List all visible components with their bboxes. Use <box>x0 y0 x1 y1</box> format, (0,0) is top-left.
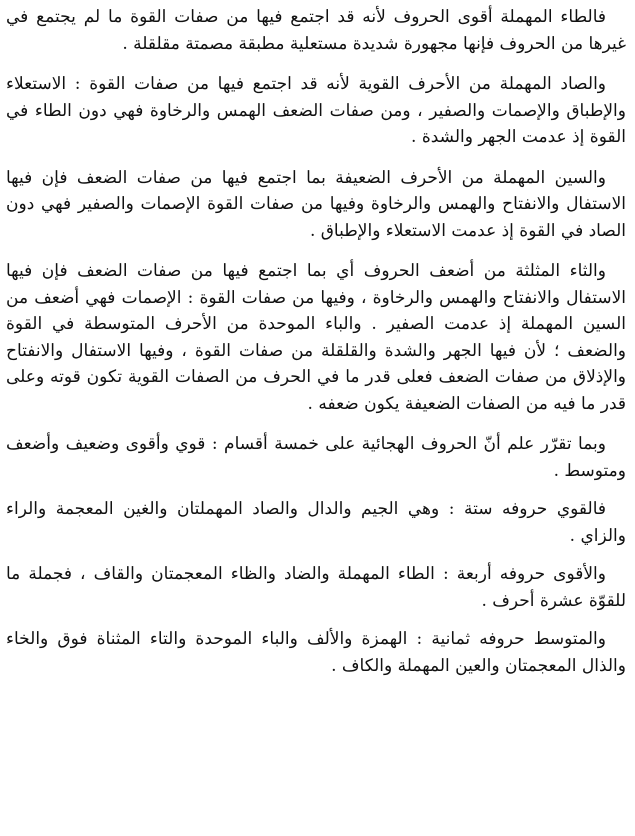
document-page <box>6 4 626 832</box>
paragraph-thaa: والثاء المثلثة من أضعف الحروف أي بما اجتمع فيها من صفات الضعف فإن فيها الاستفال والانفتاح والهمس والرخاوة ، وفيها من صفات القوة : الإصمات فهي أضعف من السين المهملة إذ عدمت الصفير . والباء الموحدة من الأحرف المتوسطة في القوة والضعف ؛ لأن فيها الجهر والشدة والقلقلة من صفات القوة ، وفيها الاستفال والانفتاح والإذلاق من صفات الضعف فعلى قدر ما في الحرف من الصفات القوية تكون قوته وعلى قدر ما فيه من الصفات الضعيفة يكون ضعفه . <box>6 261 626 414</box>
paragraph-taa: فالطاء المهملة أقوى الحروف لأنه قد اجتمع فيها من صفات القوة ما لم يجتمع في غيرها من الحروف فإنها مجهورة شديدة مستعلية مطبقة مصمتة مقلقلة . <box>6 7 626 54</box>
paragraph-medium-letters: والمتوسط حروفه ثمانية : الهمزة والألف والباء الموحدة والتاء المثناة فوق والخاء والذال المعجمتان والعين المهملة والكاف . <box>6 629 626 676</box>
paragraph-strong-letters: فالقوي حروفه ستة : وهي الجيم والدال والصاد المهملتان والغين المعجمة والراء والزاي . <box>6 499 626 546</box>
paragraph-strongest-letters: والأقوى حروفه أربعة : الطاء المهملة والضاد والظاء المعجمتان والقاف ، فجملة ما للقوّة عشرة أحرف . <box>6 564 626 611</box>
paragraph-five-categories: وبما تقرّر علم أنّ الحروف الهجائية على خمسة أقسام : قوي وأقوى وضعيف وأضعف ومتوسط . <box>6 434 626 481</box>
paragraph-saad: والصاد المهملة من الأحرف القوية لأنه قد اجتمع فيها من صفات القوة : الاستعلاء والإطباق والإصمات والصفير ، ومن صفات الضعف الهمس والرخاوة فهي دون الطاء في القوة إذ عدمت الجهر والشدة . <box>6 74 626 147</box>
paragraph-seen: والسين المهملة من الأحرف الضعيفة بما اجتمع فيها من صفات الضعف فإن فيها الاستفال والانفتاح والهمس والرخاوة وفيها من صفات القوة الإصمات والصفير فهي دون الصاد في القوة إذ عدمت الاستعلاء والإطباق . <box>6 167 626 241</box>
